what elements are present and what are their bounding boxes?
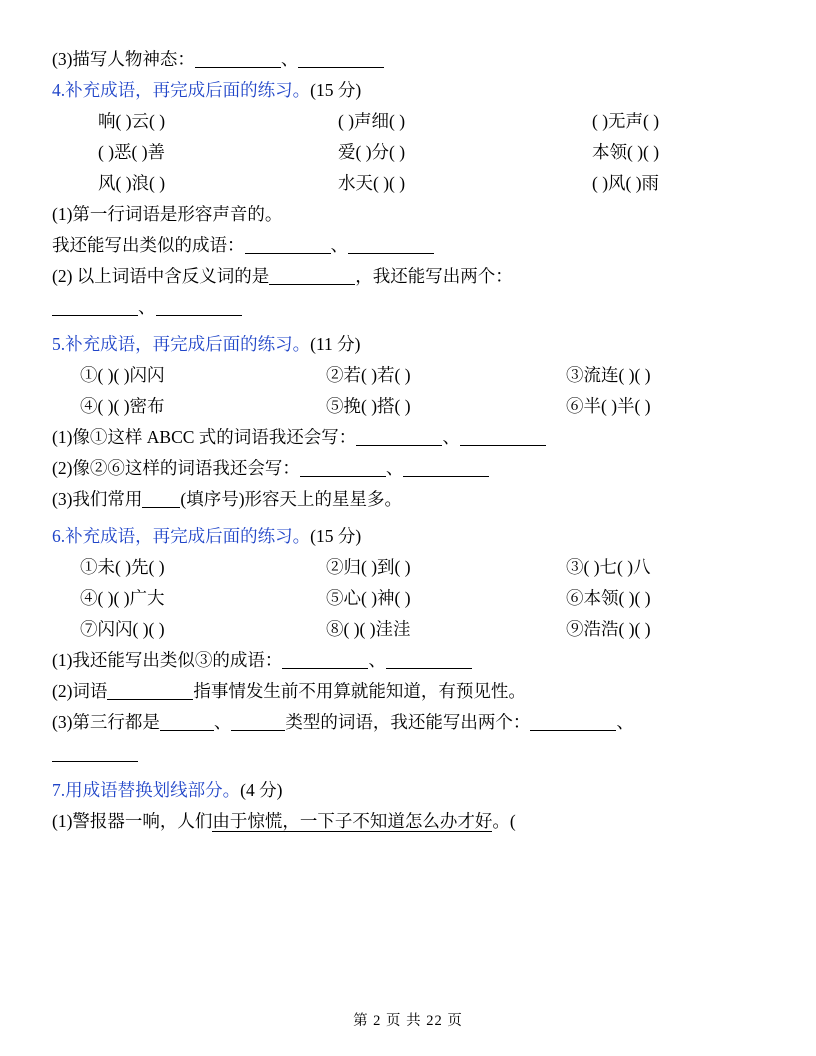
idiom-cell[interactable]: ②若( )若( )	[326, 365, 411, 385]
answer-blank[interactable]	[460, 445, 546, 446]
question-6-points: (15 分)	[310, 526, 362, 546]
idiom-cell[interactable]: ①( )( )闪闪	[80, 365, 165, 385]
question-5-row	[52, 391, 764, 422]
question-4-heading	[52, 75, 764, 106]
idiom-cell[interactable]: ⑨浩浩( )( )	[566, 619, 651, 639]
question-7-heading	[52, 775, 764, 806]
question-6-sub-1: (1)我还能写出类似③的成语： 、	[52, 645, 764, 676]
question-7-points: (4 分)	[240, 780, 283, 800]
sub-1b-text: 我还能写出类似的成语：	[52, 235, 245, 255]
question-6-sub-3-blank	[52, 738, 764, 769]
idiom-cell[interactable]: ⑦闪闪( )( )	[80, 619, 165, 639]
question-5-sub-3	[52, 484, 764, 515]
answer-blank[interactable]	[269, 284, 355, 285]
idiom-cell[interactable]: ( )恶( )善	[98, 142, 166, 162]
idiom-cell[interactable]: ④( )( )广大	[80, 588, 165, 608]
question-4-points: (15 分)	[310, 80, 362, 100]
answer-blank[interactable]	[530, 730, 616, 731]
idiom-cell[interactable]: ⑤心( )神( )	[326, 588, 411, 608]
question-6-heading	[52, 521, 764, 552]
question-4-sub-2	[52, 261, 764, 292]
sub-3-text-c: 类型的词语，我还能写出两个：	[285, 712, 531, 732]
idiom-cell[interactable]: ②归( )到( )	[326, 557, 411, 577]
answer-blank[interactable]	[298, 67, 384, 68]
idiom-cell[interactable]: 水天( )( )	[338, 173, 406, 193]
idiom-cell[interactable]: ⑧( )( )洼洼	[326, 619, 411, 639]
answer-blank[interactable]	[52, 761, 138, 762]
idiom-cell[interactable]: ③流连( )( )	[566, 365, 651, 385]
answer-blank[interactable]	[348, 253, 434, 254]
page-footer: 第 2 页 共 22 页	[353, 1013, 463, 1029]
question-6-row	[52, 552, 764, 583]
idiom-cell[interactable]: 响( )云( )	[98, 111, 166, 131]
question-6-title: 6.补充成语，再完成后面的练习。	[52, 526, 311, 546]
answer-blank[interactable]	[107, 699, 193, 700]
question-4-title: 4.补充成语，再完成后面的练习。	[52, 80, 311, 100]
sub-2-text-a: (2)词语	[52, 681, 108, 701]
idiom-cell[interactable]: 爱( )分( )	[338, 142, 406, 162]
idiom-cell[interactable]: ④( )( )密布	[80, 396, 165, 416]
idiom-cell[interactable]: ⑥半( )半( )	[566, 396, 651, 416]
question-5-sub-1: (1)像①这样 ABCC 式的词语我还会写： 、	[52, 422, 764, 453]
question-5-points: (11 分)	[310, 334, 361, 354]
idiom-cell[interactable]: ①未( )先( )	[80, 557, 165, 577]
sub-2-text: (2)像②⑥这样的词语我还会写：	[52, 458, 300, 478]
question-5-title: 5.补充成语，再完成后面的练习。	[52, 334, 311, 354]
item-3-text: (3)描写人物神态：	[52, 49, 195, 69]
idiom-cell[interactable]: ⑤挽( )搭( )	[326, 396, 411, 416]
sub-1-text-pre: (1)警报器一响，人们	[52, 811, 213, 831]
question-4-row	[52, 168, 764, 199]
question-4-sub-1	[52, 199, 764, 230]
answer-blank[interactable]	[245, 253, 331, 254]
idiom-cell[interactable]: ( )风( )雨	[592, 173, 660, 193]
question-5-row	[52, 360, 764, 391]
question-7-sub-1	[52, 806, 764, 837]
answer-blank[interactable]	[300, 476, 386, 477]
sub-1-underlined-phrase: 由于惊慌，一下子不知道怎么办才好	[212, 811, 493, 831]
question-4-sub-1b: 我还能写出类似的成语： 、	[52, 230, 764, 261]
question-4-row	[52, 106, 764, 137]
sub-1-text-post: 。(	[492, 811, 516, 831]
idiom-cell[interactable]: 风( )浪( )	[98, 173, 166, 193]
sub-1-text: (1)第一行词语是形容声音的。	[52, 204, 283, 224]
answer-blank[interactable]	[156, 315, 242, 316]
question-4-sub-2-blanks: 、	[52, 292, 764, 323]
sub-2-text-b: 指事情发生前不用算就能知道，有预见性。	[193, 681, 526, 701]
question-5-heading	[52, 329, 764, 360]
question-5-sub-2: (2)像②⑥这样的词语我还会写： 、	[52, 453, 764, 484]
answer-blank[interactable]	[160, 730, 214, 731]
question-7-title: 7.用成语替换划线部分。	[52, 780, 241, 800]
sub-3-text-a: (3)第三行都是	[52, 712, 160, 732]
idiom-cell[interactable]: ③( )七( )八	[566, 557, 651, 577]
idiom-cell[interactable]: ( )声细( )	[338, 111, 406, 131]
sub-2-text-b: ，我还能写出两个：	[355, 266, 513, 286]
idiom-cell[interactable]: ( )无声( )	[592, 111, 660, 131]
answer-blank[interactable]	[403, 476, 489, 477]
idiom-cell[interactable]: ⑥本领( )( )	[566, 588, 651, 608]
answer-blank[interactable]	[52, 315, 138, 316]
question-6-row	[52, 583, 764, 614]
sub-3-text-a: (3)我们常用	[52, 489, 143, 509]
idiom-cell[interactable]: 本领( )( )	[592, 142, 660, 162]
question-6-sub-3: (3)第三行都是 、 类型的词语，我还能写出两个： 、	[52, 712, 634, 732]
question-6-row	[52, 614, 764, 645]
answer-blank[interactable]	[195, 67, 281, 68]
question-4-row	[52, 137, 764, 168]
sub-3-text-b: 、	[213, 712, 232, 732]
item-3-line: (3)描写人物神态： 、	[52, 44, 764, 75]
sub-3-text-b: (填序号)形容天上的星星多。	[180, 489, 403, 509]
answer-blank[interactable]	[356, 445, 442, 446]
sub-1-text: (1)我还能写出类似③的成语：	[52, 650, 283, 670]
sub-2-text-a: (2) 以上词语中含反义词的是	[52, 266, 270, 286]
question-6-sub-2	[52, 676, 764, 707]
answer-blank[interactable]	[231, 730, 285, 731]
answer-blank[interactable]	[282, 668, 368, 669]
answer-blank[interactable]	[386, 668, 472, 669]
answer-blank[interactable]	[142, 507, 180, 508]
sub-1-text: (1)像①这样 ABCC 式的词语我还会写：	[52, 427, 357, 447]
